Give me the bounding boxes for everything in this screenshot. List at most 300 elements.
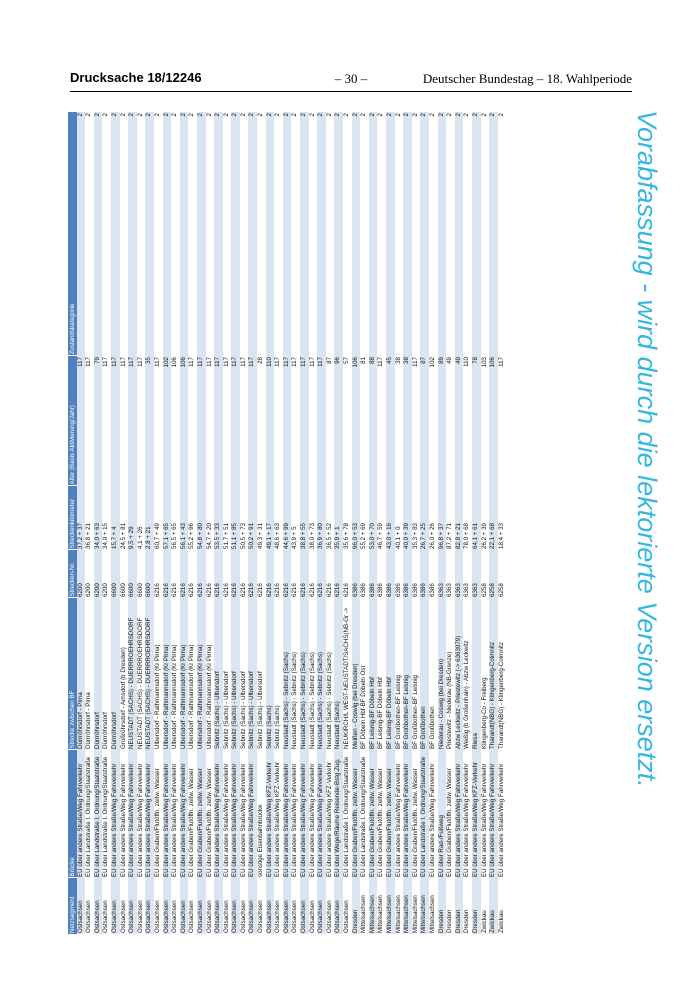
table-cell: 40,0 + 39: [403, 486, 412, 550]
table-cell: EÜ über andere Straße/Weg Fahrverkehr: [111, 750, 120, 878]
table-cell: 6216: [223, 550, 232, 598]
table-cell: 2: [206, 112, 215, 356]
table-cell: 6386: [429, 550, 438, 598]
table-cell: 2: [472, 112, 481, 356]
table-row: [197, 112, 206, 934]
table-cell: 2: [369, 112, 378, 356]
table-row: [145, 112, 154, 934]
table-cell: 2: [438, 112, 447, 356]
table-cell: Neustadt (Sachs) - Sebnitz (Sachs): [326, 598, 335, 750]
table-cell: 49,1 + 17: [266, 486, 275, 550]
table-cell: 2: [223, 112, 232, 356]
table-row: [455, 112, 464, 934]
table-row: [257, 112, 266, 934]
table-cell: 49: [455, 356, 464, 486]
table-cell: Abzw Leckwitz - Priestewitz (-> 6363079): [455, 598, 464, 750]
table-cell: Sebnitz (Sachs) - Ulbersdorf: [240, 598, 249, 750]
table-row: [240, 112, 249, 934]
table-cell: 53,0 + 70: [369, 486, 378, 550]
table-cell: 2: [412, 112, 421, 356]
table-cell: Ostsachsen: [77, 878, 86, 934]
table-cell: 87: [326, 356, 335, 486]
table-cell: 51,1 + 85: [231, 486, 240, 550]
table-cell: 43,0 + 16: [386, 486, 395, 550]
table-cell: BF Leisnig-BF Döbeln Hbf: [386, 598, 395, 750]
table-cell: NEUSTADT (SACHS) - DUERRROEHRSDORF: [145, 598, 154, 750]
table-cell: EÜ über andere Straße/Weg Fahrverkehr: [309, 750, 318, 878]
table-cell: 54,7 + 20: [206, 486, 215, 550]
table-cell: 6216: [274, 550, 283, 598]
table-row: [309, 112, 318, 934]
table-cell: Dürrröhrsdorf: [94, 598, 103, 750]
table-cell: 2: [188, 112, 197, 356]
table-row: [291, 112, 300, 934]
table-cell: EÜ über Graben/Flutöffn. zeitw. Wasser: [197, 750, 206, 878]
table-cell: 35,9 + 1: [334, 486, 343, 550]
table-cell: 50,5 + 73: [240, 486, 249, 550]
table-cell: Dürrröhrsdorf: [111, 598, 120, 750]
page-number: – 30 –: [334, 71, 368, 86]
table-cell: 2: [274, 112, 283, 356]
table-cell: 6386: [420, 550, 429, 598]
table-cell: Tharandt(NBG) - Klingenberg-Colmnitz: [489, 598, 498, 750]
table-cell: 117: [85, 356, 94, 486]
table-cell: Ostsachsen: [326, 878, 335, 934]
table-cell: EÜ über andere Straße/Weg Fahrverkehr: [128, 750, 137, 878]
table-cell: 6216: [197, 550, 206, 598]
table-cell: Großröhrsdorf - Arnsdorf (b Dresden): [120, 598, 129, 750]
table-cell: Ostsachsen: [180, 878, 189, 934]
table-cell: 2: [386, 112, 395, 356]
table-cell: 6216: [180, 550, 189, 598]
table-frame: [68, 112, 620, 934]
table-cell: 2: [395, 112, 404, 356]
table-row: [154, 112, 163, 934]
table-cell: 2: [77, 112, 86, 356]
table-cell: 2: [180, 112, 189, 356]
table-cell: 2: [240, 112, 249, 356]
table-cell: 96,8 + 37: [438, 486, 447, 550]
table-cell: EÜ über andere Straße/Weg KFZ-Verkehr: [274, 750, 283, 878]
table-cell: 88: [369, 356, 378, 486]
table-cell: 6216: [171, 550, 180, 598]
table-row: [274, 112, 283, 934]
table-row: [206, 112, 215, 934]
table-cell: 117: [111, 356, 120, 486]
table-cell: Ulbersdorf - Rathmannsdorf (Kr Pirna): [163, 598, 172, 750]
table-cell: 78: [472, 356, 481, 486]
table-cell: Mittelsachsen: [412, 878, 421, 934]
table-cell: 26,0 + 26: [429, 486, 438, 550]
table-cell: EÜ über andere Straße/Weg Fahrverkehr: [300, 750, 309, 878]
page-header: [70, 70, 632, 88]
table-cell: 2: [248, 112, 257, 356]
table-cell: 2: [291, 112, 300, 356]
table-cell: 2: [352, 112, 361, 356]
rotated-table-container: [68, 112, 620, 934]
table-cell: Ostsachsen: [343, 878, 352, 934]
table-cell: Neustadt (Sachs) - Sebnitz (Sachs): [300, 598, 309, 750]
table-cell: 4,1 + 26: [137, 486, 146, 550]
table-cell: 106: [352, 356, 361, 486]
table-cell: 6258: [481, 550, 490, 598]
table-cell: 6600: [145, 550, 154, 598]
table-cell: Meißen - Coswig (bei Dresden): [352, 598, 361, 750]
table-cell: Neustadt (Sachs): [334, 598, 343, 750]
table-cell: 106: [489, 356, 498, 486]
table-cell: 96: [334, 356, 343, 486]
table-row: [163, 112, 172, 934]
table-row: [438, 112, 447, 934]
table-header-row: [68, 112, 77, 934]
table-cell: 57: [343, 356, 352, 486]
table-cell: Ostsachsen: [188, 878, 197, 934]
table-cell: 57,1 + 65: [163, 486, 172, 550]
table-cell: Sebnitz (Sachs) - Ulbersdorf: [231, 598, 240, 750]
table-row: [403, 112, 412, 934]
table-cell: 117: [309, 356, 318, 486]
table-cell: 6216: [326, 550, 335, 598]
table-cell: 49: [446, 356, 455, 486]
table-cell: Ostsachsen: [102, 878, 111, 934]
table-cell: 40,1 + 0: [395, 486, 404, 550]
table-cell: 6386: [403, 550, 412, 598]
table-cell: 56,1 + 43: [180, 486, 189, 550]
table-cell: Ostsachsen: [163, 878, 172, 934]
table-cell: 35: [145, 356, 154, 486]
table-cell: 6600: [128, 550, 137, 598]
table-cell: EÜ über andere Straße/Weg Fahrverkehr: [248, 750, 257, 878]
table-cell: Sebnitz (Sachs) - Ulbersdorf: [257, 598, 266, 750]
table-row: [94, 112, 103, 934]
table-cell: 64,1 + 61: [472, 486, 481, 550]
table-cell: 18,4 + 33: [498, 486, 507, 550]
table-cell: 38,0 + 73: [309, 486, 318, 550]
table-cell: 2: [163, 112, 172, 356]
table-cell: 117: [77, 356, 86, 486]
table-row: [120, 112, 129, 934]
table-cell: 55,2 + 96: [188, 486, 197, 550]
table-cell: EÜ über Graben/Flutöffn. zeitw. Wasser: [369, 750, 378, 878]
table-cell: EÜ über andere Straße/Weg Fahrverkehr: [317, 750, 326, 878]
table-cell: EÜ über andere Straße/Weg Fahrverkehr: [429, 750, 438, 878]
table-cell: 2: [231, 112, 240, 356]
table-cell: EÜ über andere Straße/Weg Fahrverkehr: [77, 750, 86, 878]
table-cell: 2: [102, 112, 111, 356]
table-cell: Tharandt(NBG) - Klingenberg-Colmnitz: [498, 598, 507, 750]
table-row: [283, 112, 292, 934]
table-cell: 6363: [446, 550, 455, 598]
table-row: [248, 112, 257, 934]
table-cell: 6216: [206, 550, 215, 598]
table-cell: 6363: [472, 550, 481, 598]
table-row: [395, 112, 404, 934]
table-cell: 2: [300, 112, 309, 356]
table-cell: EÜ über Rad-/Fußweg: [438, 750, 447, 878]
table-cell: EÜ über andere Straße/Weg KFZ-Verkehr: [472, 750, 481, 878]
table-cell: NEUSTADT (SACHS) - DUERRROEHRSDORF: [137, 598, 146, 750]
table-cell: 9,5 + 29: [128, 486, 137, 550]
table-cell: 106: [180, 356, 189, 486]
table-cell: 117: [206, 356, 215, 486]
table-cell: 2: [334, 112, 343, 356]
table-cell: 49,3 + 31: [257, 486, 266, 550]
table-cell: 96,0 + 53: [352, 486, 361, 550]
table-row: [111, 112, 120, 934]
table-cell: 2: [283, 112, 292, 356]
table-cell: 2: [154, 112, 163, 356]
table-cell: EÜ über andere Straße/Weg Fahrverkehr: [498, 750, 507, 878]
table-cell: 117: [231, 356, 240, 486]
table-cell: 6216: [283, 550, 292, 598]
table-cell: EÜ über Graben/Flutöffn. zeitw. Wasser: [377, 750, 386, 878]
table-cell: BF Großbothen: [420, 598, 429, 750]
table-cell: EÜ über Graben/Flutöffn. zeitw. Wasser: [206, 750, 215, 878]
table-cell: Dresden: [463, 878, 472, 934]
table-cell: 117: [102, 356, 111, 486]
table-cell: 6216: [343, 550, 352, 598]
table-row: [481, 112, 490, 934]
table-cell: Mittelsachsen: [429, 878, 438, 934]
table-cell: 22,1 + 68: [489, 486, 498, 550]
table-cell: 6600: [111, 550, 120, 598]
table-cell: 6600: [137, 550, 146, 598]
table-cell: Neustadt (Sachs) - Sebnitz (Sachs): [309, 598, 318, 750]
table-cell: 117: [300, 356, 309, 486]
bridge-table: [68, 112, 506, 934]
table-cell: EÜ über Landstraße I. Ordnung/Staatstraße: [343, 750, 352, 878]
table-cell: Dresden: [472, 878, 481, 934]
table-cell: 103: [481, 356, 490, 486]
table-cell: EÜ über andere Straße/Weg Fahrverkehr: [163, 750, 172, 878]
table-cell: 2: [481, 112, 490, 356]
table-cell: EÜ über Landstraße I. Ordnung/Staatstraße: [360, 750, 369, 878]
table-cell: 2: [446, 112, 455, 356]
table-cell: Mittelsachsen: [395, 878, 404, 934]
table-cell: 82,8 + 21: [455, 486, 464, 550]
table-cell: 48,6 + 63: [274, 486, 283, 550]
table-cell: EÜ über andere Straße/Weg Fahrverkehr: [489, 750, 498, 878]
table-cell: 2: [309, 112, 318, 356]
table-cell: 117: [197, 356, 206, 486]
table-cell: Ostsachsen: [111, 878, 120, 934]
table-cell: Ostsachsen: [274, 878, 283, 934]
table-cell: EÜ über Graben/Flutöffn. zeitw. Wasser: [386, 750, 395, 878]
table-cell: Ostsachsen: [317, 878, 326, 934]
table-cell: 38,8 + 55: [300, 486, 309, 550]
table-cell: EÜ über andere Straße/Weg Fahrverkehr: [463, 750, 472, 878]
table-cell: 117: [214, 356, 223, 486]
table-cell: Ulbersdorf - Rathmannsdorf (Kr Pirna): [206, 598, 215, 750]
table-cell: Ostsachsen: [197, 878, 206, 934]
table-row: [420, 112, 429, 934]
table-cell: Dresden: [352, 878, 361, 934]
table-row: [188, 112, 197, 934]
table-row: [386, 112, 395, 934]
table-cell: Neustadt (Sachs) - Sebnitz (Sachs): [283, 598, 292, 750]
table-cell: 37,2 + 37: [77, 486, 86, 550]
table-row: [266, 112, 275, 934]
table-cell: 81: [360, 356, 369, 486]
table-row: [326, 112, 335, 934]
table-cell: 2: [455, 112, 464, 356]
table-cell: EÜ über andere Straße/Weg Fahrverkehr: [171, 750, 180, 878]
table-cell: 46,7 + 59: [377, 486, 386, 550]
table-cell: EÜ über andere Straße/Weg Fahrverkehr: [283, 750, 292, 878]
table-cell: 2: [171, 112, 180, 356]
table-cell: 117: [412, 356, 421, 486]
table-cell: 6386: [360, 550, 369, 598]
table-cell: EÜ über andere Straße/Weg Fahrverkehr: [455, 750, 464, 878]
table-cell: 35,3 + 83: [412, 486, 421, 550]
table-cell: 87,2 + 71: [446, 486, 455, 550]
table-cell: Ostsachsen: [214, 878, 223, 934]
table-cell: 26,2 + 39: [481, 486, 490, 550]
table-cell: BF Großbothen: [429, 598, 438, 750]
table-row: [352, 112, 361, 934]
table-row: [343, 112, 352, 934]
table-cell: Ostsachsen: [171, 878, 180, 934]
table-cell: 2: [85, 112, 94, 356]
table-cell: Sebnitz (Sachs) - Ulbersdorf: [248, 598, 257, 750]
table-row: [446, 112, 455, 934]
table-cell: 2: [120, 112, 129, 356]
table-cell: EÜ über andere Straße/Weg Fahrverkehr: [403, 750, 412, 878]
table-cell: sonstige Eisenbahnbrücke: [257, 750, 266, 878]
publisher-line: Deutscher Bundestag – 18. Wahlperiode: [422, 71, 632, 86]
table-cell: EÜ über andere Straße/Weg Fahrverkehr: [180, 750, 189, 878]
table-cell: 2: [137, 112, 146, 356]
table-cell: 6216: [334, 550, 343, 598]
table-cell: 2: [343, 112, 352, 356]
table-cell: 28: [257, 356, 266, 486]
table-cell: Ostsachsen: [231, 878, 240, 934]
table-cell: 117: [498, 356, 507, 486]
column-header: Strecke zwischen BF: [68, 598, 77, 750]
table-cell: 2: [317, 112, 326, 356]
table-cell: EÜ über Landstraße I. Ordnung/Staatstraße: [102, 750, 111, 878]
table-cell: 87: [420, 356, 429, 486]
table-cell: Ostsachsen: [120, 878, 129, 934]
table-cell: 6216: [291, 550, 300, 598]
table-cell: 6216: [248, 550, 257, 598]
table-cell: Mittelsachsen: [403, 878, 412, 934]
table-cell: Zwickau: [498, 878, 507, 934]
table-cell: BF Leisnig-BF Döbeln Hbf: [369, 598, 378, 750]
table-cell: 6216: [300, 550, 309, 598]
table-cell: Ulbersdorf - Rathmannsdorf (Kr Pirna): [154, 598, 163, 750]
table-cell: EÜ über Landstraße I. Ordnung/Staatstraße: [85, 750, 94, 878]
column-header: Streckenkilometer: [68, 486, 77, 550]
table-cell: 6386: [412, 550, 421, 598]
table-cell: Ostsachsen: [300, 878, 309, 934]
table-cell: 117: [240, 356, 249, 486]
table-cell: NEUSTADT (SACHS) - DUERRROEHRSDORF: [128, 598, 137, 750]
table-cell: 24,5 + 81: [120, 486, 129, 550]
table-row: [171, 112, 180, 934]
table-cell: Ostsachsen: [248, 878, 257, 934]
table-cell: Sebnitz (Sachs) - Ulbersdorf: [214, 598, 223, 750]
table-cell: 6216: [240, 550, 249, 598]
table-cell: Mittelsachsen: [420, 878, 429, 934]
table-cell: 78,0 + 68: [463, 486, 472, 550]
table-cell: 106: [171, 356, 180, 486]
table-cell: 15,7 + 4: [111, 486, 120, 550]
table-cell: 2: [498, 112, 507, 356]
watermark-text: Vorabfassung - wird durch die lektorierte Version ersetzt.: [632, 110, 662, 788]
table-row: [137, 112, 146, 934]
table-cell: 6216: [214, 550, 223, 598]
table-cell: 2: [489, 112, 498, 356]
table-cell: NEUKIRCH/L WEST-NEUSTADT/SACHS(NB-Gr ->: [343, 598, 352, 750]
table-cell: 6216: [309, 550, 318, 598]
column-header: Zustandskategorie: [68, 112, 77, 356]
table-cell: 2: [266, 112, 275, 356]
table-cell: 2: [429, 112, 438, 356]
table-cell: 6200: [85, 550, 94, 598]
table-cell: Riesa: [472, 598, 481, 750]
table-cell: Zwickau: [481, 878, 490, 934]
table-cell: 2: [197, 112, 206, 356]
table-cell: 34,0 + 63: [94, 486, 103, 550]
table-cell: 45: [386, 356, 395, 486]
table-cell: 53,5 + 33: [214, 486, 223, 550]
table-cell: 35,6 + 78: [343, 486, 352, 550]
table-cell: EÜ über andere Straße/Weg Fahrverkehr: [240, 750, 249, 878]
table-cell: 2: [111, 112, 120, 356]
table-cell: 2,8 + 21: [145, 486, 154, 550]
table-cell: Ostsachsen: [266, 878, 275, 934]
table-cell: Dresden: [438, 878, 447, 934]
table-cell: 117: [283, 356, 292, 486]
table-cell: Mittelsachsen: [369, 878, 378, 934]
table-cell: 6216: [257, 550, 266, 598]
table-cell: BF Leisnig-BF Döbeln Hbf: [377, 598, 386, 750]
table-cell: Ostsachsen: [137, 878, 146, 934]
table-cell: Dresden: [446, 878, 455, 934]
table-row: [498, 112, 507, 934]
table-cell: Neustadt (Sachs) - Sebnitz (Sachs): [291, 598, 300, 750]
table-cell: Mittelsachsen: [386, 878, 395, 934]
table-cell: 117: [128, 356, 137, 486]
table-body: [77, 112, 507, 934]
table-cell: EÜ über andere Straße/Weg KFZ-Verkehr: [326, 750, 335, 878]
table-cell: 117: [317, 356, 326, 486]
table-cell: 36,8 + 21: [85, 486, 94, 550]
table-cell: 2: [94, 112, 103, 356]
table-cell: 2: [128, 112, 137, 356]
table-cell: BF Großbothen-BF Leisnig: [403, 598, 412, 750]
table-row: [472, 112, 481, 934]
table-cell: 6200: [94, 550, 103, 598]
table-cell: 117: [154, 356, 163, 486]
table-cell: EÜ über Graben/Flutöffn. zeitw. Wasser: [412, 750, 421, 878]
table-cell: EÜ über andere Straße/Weg Fahrverkehr: [223, 750, 232, 878]
table-cell: EÜ über Graben/Flutöffn. zeitw. Wasser: [188, 750, 197, 878]
table-cell: EÜ über Wege/Räume Reisende-Bstg.Zug.: [334, 750, 343, 878]
table-cell: 110: [463, 356, 472, 486]
table-cell: Sebnitz (Sachs): [274, 598, 283, 750]
table-cell: 6386: [386, 550, 395, 598]
table-cell: Dürrröhrsdorf - Pirna: [77, 598, 86, 750]
table-cell: 117: [223, 356, 232, 486]
column-header: Alter (Basis Aktivierung/Jahr): [68, 356, 77, 486]
table-row: [317, 112, 326, 934]
table-cell: EÜ über andere Straße/Weg Fahrverkehr: [120, 750, 129, 878]
table-cell: EÜ über andere Straße/Weg KFZ-Verkehr: [266, 750, 275, 878]
table-cell: 6386: [395, 550, 404, 598]
table-cell: Ulbersdorf - Rathmannsdorf (Kr Pirna): [188, 598, 197, 750]
